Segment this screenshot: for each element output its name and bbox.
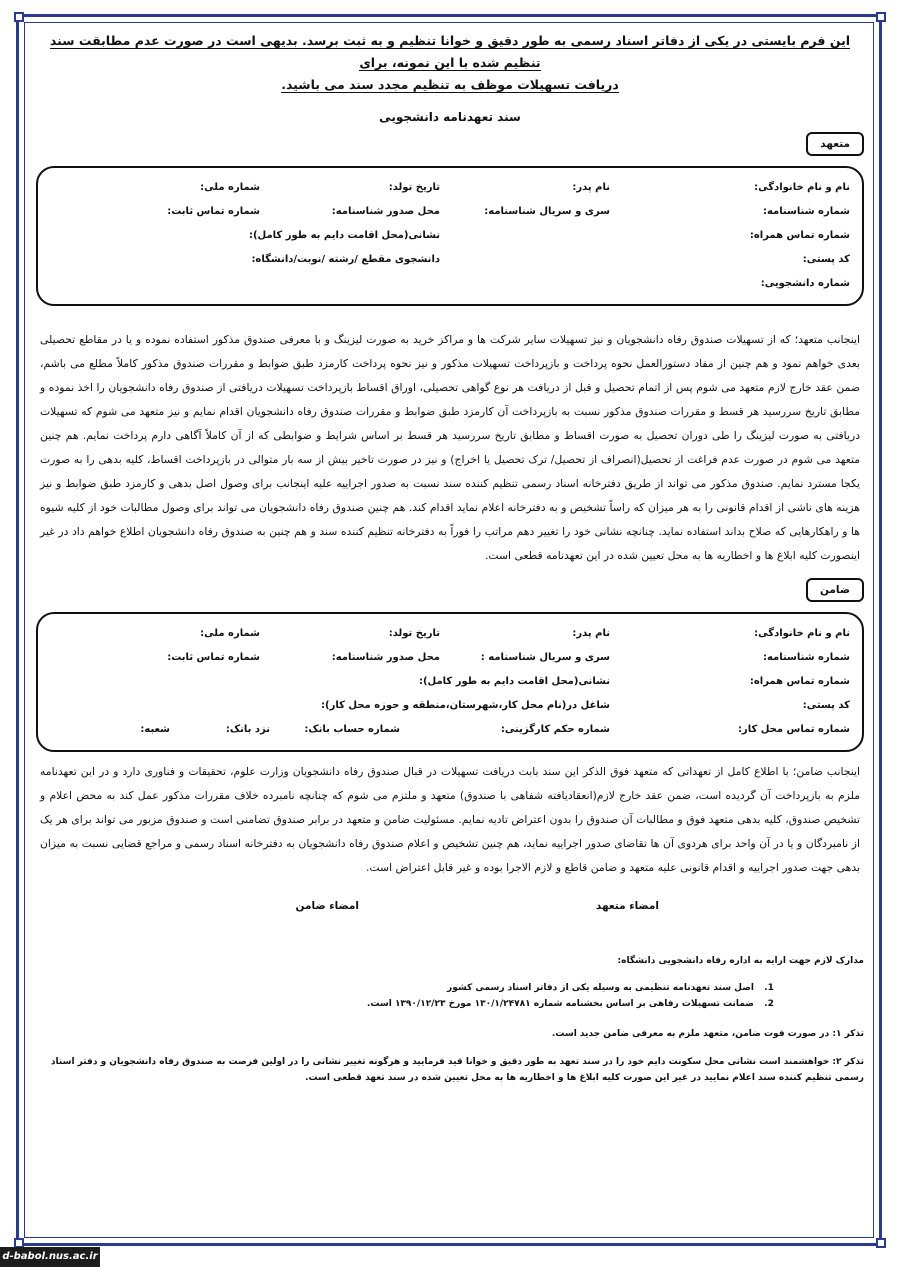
field-student-number: شماره دانشجویی: — [760, 278, 850, 289]
list-item-number: 2. — [764, 999, 774, 1009]
field-national-id: شماره ملی: — [200, 628, 260, 639]
obligor-row-5 — [50, 272, 850, 296]
guarantor-row-1 — [50, 622, 850, 646]
field-workplace: شاغل در(نام محل کار،شهرستان،منطقه و حوزه محل کار): — [321, 700, 610, 711]
note-1: تذکر ۱: در صورت فوت ضامن، متعهد ملزم به معرفی ضامن جدید است. — [551, 1029, 864, 1039]
list-item-number: 1. — [764, 983, 774, 993]
field-landline: شماره تماس ثابت: — [167, 652, 260, 663]
field-full-name: نام و نام خانوادگی: — [754, 628, 850, 639]
note-2: تذکر ۲: خواهشمند است نشانی محل سکونت دایم خود را در سند تعهد به طور دقیق و خوانا قید فرمایید و هرگونه تغییر نشانی را در اولین فرصت به صندوق رفاه دانشجویان و دفتر اسناد رسمی تنظیم کننده سند اعلام نمایید در غیر این صورت کلیه ابلاغ ها و اخطاریه ها به محل تعیین شده در سند تعهد قطعی است. — [50, 1057, 864, 1083]
guarantor-row-5 — [50, 718, 850, 742]
field-employment-order: شماره حکم کارگزینی: — [500, 724, 610, 735]
field-father-name: نام پدر: — [572, 182, 610, 193]
guarantor-tag: ضامن — [806, 578, 864, 602]
signature-area — [36, 900, 864, 912]
required-docs-list — [36, 980, 864, 1012]
field-landline: شماره تماس ثابت: — [167, 206, 260, 217]
field-postal-code: کد پستی: — [802, 700, 850, 711]
notice-line-2: دریافت تسهیلات موظف به تنظیم مجدد سند می باشید. — [281, 77, 619, 92]
field-national-id: شماره ملی: — [200, 182, 260, 193]
field-bank-account: شماره حساب بانک: — [304, 724, 400, 735]
field-father-name: نام پدر: — [572, 628, 610, 639]
list-item — [36, 996, 864, 1012]
field-id-serial: سری و سریال شناسنامه: — [484, 206, 610, 217]
field-bank-name: نزد بانک: — [225, 724, 270, 735]
site-watermark: d-babol.nus.ac.ir — [0, 1247, 100, 1267]
document-title: سند تعهدنامه دانشجویی — [379, 110, 521, 124]
guarantor-row-3 — [50, 670, 850, 694]
field-full-name: نام و نام خانوادگی: — [754, 182, 850, 193]
field-address: نشانی(محل اقامت دایم به طور کامل): — [418, 676, 610, 687]
field-address: نشانی(محل اقامت دایم به طور کامل): — [248, 230, 440, 241]
obligor-signature: امضاء متعهد — [595, 900, 659, 912]
guarantor-row-4 — [50, 694, 850, 718]
obligor-row-3 — [50, 224, 850, 248]
list-item-text: اصل سند تعهدنامه تنظیمی به وسیله یکی از دفاتر اسناد رسمی کشور — [447, 983, 754, 993]
list-item-text: ضمانت تسهیلات رفاهی بر اساس بخشنامه شماره ۱۳۰/۱/۲۴۷۸۱ مورخ ۱۳۹۰/۱۲/۲۳ است. — [366, 999, 754, 1009]
border-corner-ornament — [876, 12, 886, 22]
obligor-info-box — [36, 166, 864, 306]
notice-line-1: این فرم بایستی در یکی از دفاتر اسناد رسمی به طور دقیق و خوانا تنظیم و به ثبت برسد. بدیهی است در صورت عدم مطابقت سند تنظیم شده با این نمونه، برای — [49, 33, 851, 70]
field-postal-code: کد پستی: — [802, 254, 850, 265]
required-docs-title: مدارک لازم جهت ارایه به اداره رفاه دانشجویی دانشگاه: — [617, 956, 864, 966]
field-degree-major: دانشجوی مقطع /رشته /نوبت/دانشگاه: — [251, 254, 440, 265]
obligor-row-4 — [50, 248, 850, 272]
field-id-issue-place: محل صدور شناسنامه: — [331, 206, 440, 217]
obligor-row-1 — [50, 176, 850, 200]
field-id-serial: سری و سریال شناسنامه : — [480, 652, 610, 663]
obligor-tag: متعهد — [806, 132, 864, 156]
field-birth-date: تاریخ تولد: — [388, 628, 440, 639]
field-branch: شعبه: — [140, 724, 170, 735]
field-id-number: شماره شناسنامه: — [762, 652, 850, 663]
obligor-statement: اینجانب متعهد؛ که از تسهیلات صندوق رفاه دانشجویان و نیز تسهیلات سایر شرکت ها و مراکز خرید به صورت لیزینگ و با معرفی صندوق مذکور استفاده نموده و یا در مقاطع تحصیلی بعدی خواهم نمود و هم چنین از مفاد دستورالعمل نحوه پرداخت و بازپرداخت تسهیلات مذکور و نیز نحوه پرداخت کارمزد طبق ضوابط و مقررات صندوق مذکور کاملاً مطلع می باشم، ضمن عقد خارج لازم متعهد می شوم پس از اتمام تحصیل و قبل از دریافت هر نوع گواهی تحصیلی، اوراق اقساط بازپرداخت تسهیلات دریافتی از صندوق رفاه دانشجویان را اخذ نموده و مطابق تاریخ سررسید هر قسط و مقررات صندوق مذکور نسبت به بازپرداخت آن کارمزد طبق ضوابط و مقررات صندوق رفاه دانشجویان اقدام نمایم و نیز متعهد می شوم که تسهیلات دریافتی به صورت لیزینگ را طی دوران تحصیل به صورت اقساط و مطابق تاریخ سررسید هر قسط بر اساس شرایط و ضوابطی که از آن کاملاً آگاهی دارم پرداخت نمایم. هم چنین متعهد می شوم در صورت عدم فراغت از تحصیل(انصراف از تحصیل/ ترک تحصیل یا اخراج) و نیز در صورت تاخیر بیش از سه بار متوالی در بازپرداخت اقساط، کلیه بدهی را به صورت یکجا مسترد نمایم. صندوق مذکور می تواند از طریق دفترخانه اسناد رسمی تنظیم کننده سند نسبت به صدور اجراییه علیه اینجانب برای وصول اصل بدهی و کارمزد طبق ضوابط و نیز هزینه های ناشی از اقدام قانونی را به هر میزان که راساً تشخیص و به دفترخانه اعلام نماید اقدام کند. هم چنین صندوق رفاه دانشجویان می تواند برای وصول مطالبات خود از کلیه شیوه ها و راهکارهایی که صلاح بداند استفاده نماید. چنانچه نشانی خود را تغییر دهم مراتب را فوراً به دفترخانه تنظیم کننده سند و هم چنین به صندوق رفاه دانشجویان اطلاع خواهم داد در غیر اینصورت کلیه ابلاغ ها و اخطاریه ها به محل تعیین شده در این تعهدنامه قطعی است. — [40, 333, 860, 562]
field-work-phone: شماره تماس محل کار: — [737, 724, 850, 735]
guarantor-statement: اینجانب ضامن؛ با اطلاع کامل از تعهداتی که متعهد فوق الذکر این سند بابت دریافت تسهیلات در قبال صندوق رفاه دانشجویان وزارت علوم، تحقیقات و فناوری دارد و در این تعهدنامه ملزم به بازپرداخت آن گردیده است، ضمن عقد خارج لازم(انعقادیافته شفاهی با صندوق) متعهد و ملتزم می شوم که چنانچه نامبرده خلاف مقررات مذکور عمل کند به محض اعلام و تشخیص صندوق، کلیه بدهی متعهد فوق و مطالبات آن صندوق را بدون اعتراض تادیه نمایم. مسئولیت ضامن و متعهد در برابر صندوق تضامنی است و صندوق مزبور می تواند برای هر یک از نامبردگان و یا در آن واحد برای هردوی آن ها تقاضای صدور اجراییه نماید، هم چنین تشخیص و اعلام صندوق رفاه دانشجویان به دفترخانه اسناد رسمی و مراجع قضایی نسبت به میزان بدهی جهت صدور اجراییه و اقدام قانونی علیه متعهد و ضامن قاطع و لازم الاجرا بوده و غیر قابل اعتراض است. — [40, 765, 860, 874]
document-page — [36, 30, 864, 1086]
field-mobile: شماره تماس همراه: — [749, 230, 850, 241]
guarantor-info-box — [36, 612, 864, 752]
notice-header — [46, 30, 854, 96]
field-id-issue-place: محل صدور شناسنامه: — [331, 652, 440, 663]
obligor-row-2 — [50, 200, 850, 224]
guarantor-row-2 — [50, 646, 850, 670]
field-birth-date: تاریخ تولد: — [388, 182, 440, 193]
border-corner-ornament — [876, 1238, 886, 1248]
border-corner-ornament — [14, 12, 24, 22]
guarantor-signature: امضاء ضامن — [295, 900, 359, 912]
list-item — [36, 980, 864, 996]
field-id-number: شماره شناسنامه: — [762, 206, 850, 217]
field-mobile: شماره تماس همراه: — [749, 676, 850, 687]
